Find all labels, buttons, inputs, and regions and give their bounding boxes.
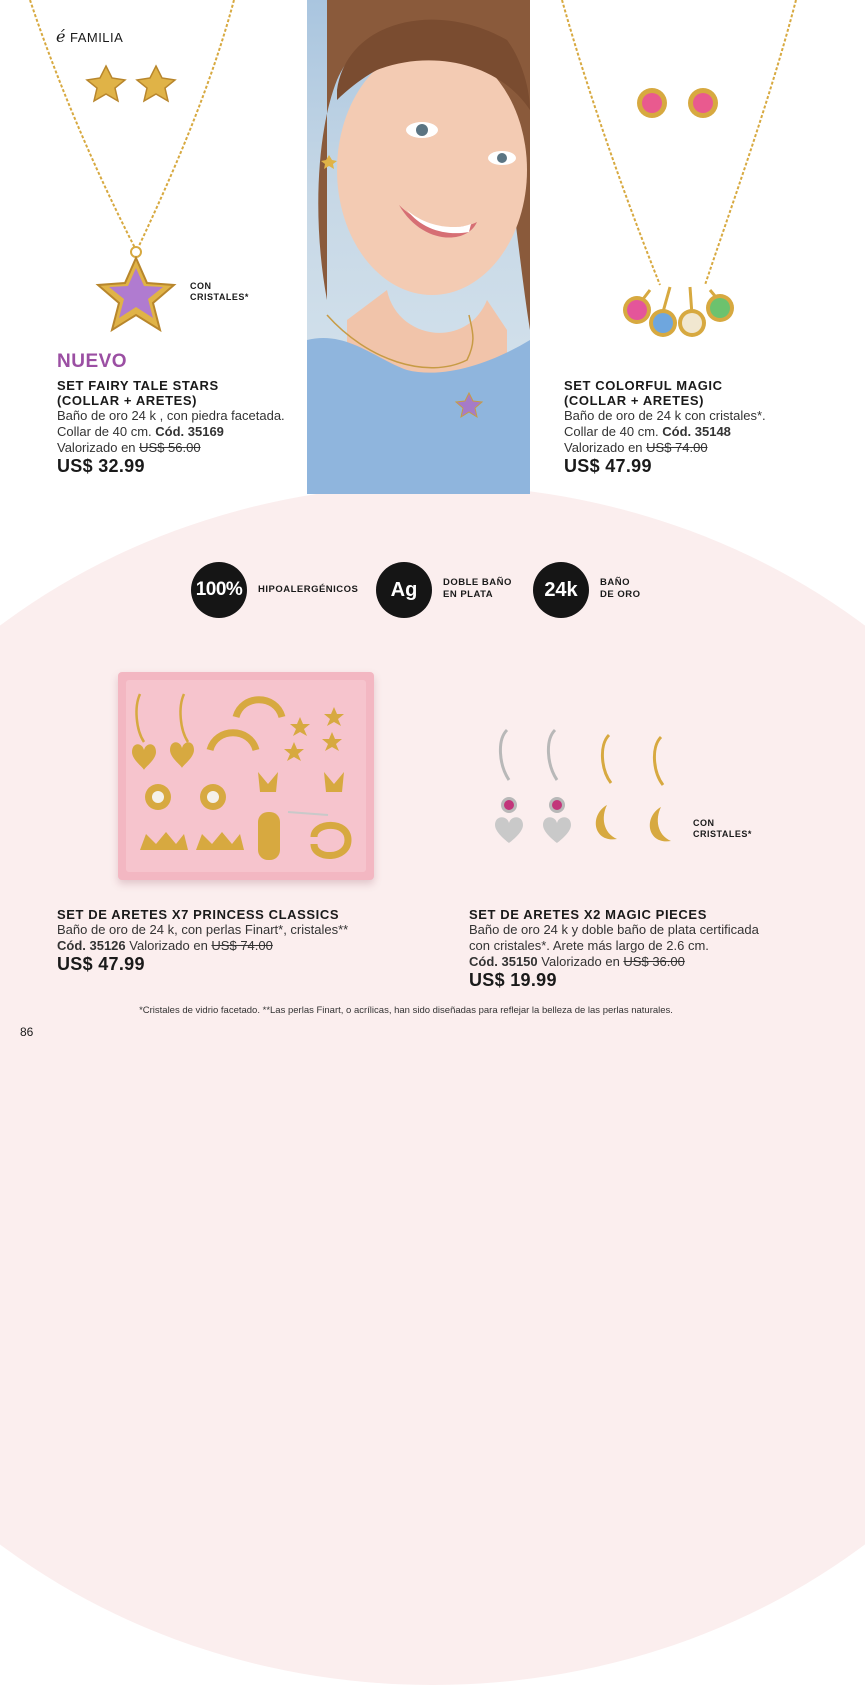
- magic-valued-price: US$ 36.00: [623, 954, 685, 969]
- girl-illustration: [307, 0, 530, 494]
- magic-product-info: [469, 907, 809, 991]
- princess-title: SET DE ARETES X7 PRINCESS CLASSICS: [57, 907, 340, 922]
- princess-code: Cód. 35126: [57, 938, 126, 953]
- magic-code: Cód. 35150: [469, 954, 538, 969]
- colorful-desc-line2: Collar de 40 cm. Cód. 35148: [564, 424, 731, 439]
- silver-plating-label: DOBLE BAÑO EN PLATA: [443, 577, 512, 600]
- magic-desc-line2: con cristales*. Arete más largo de 2.6 cm.: [469, 938, 709, 953]
- earrings-set-illustration: [118, 672, 374, 880]
- colorful-magic-image: [560, 0, 820, 360]
- fairy-desc-line1: Baño de oro 24 k , con piedra facetada.: [57, 408, 285, 423]
- colorful-desc-line1: Baño de oro de 24 k con cristales*.: [564, 408, 766, 423]
- fairy-valued-price: US$ 56.00: [139, 440, 201, 455]
- fairy-code: Cód. 35169: [155, 424, 224, 439]
- silver-plating-badge-icon: Ag: [376, 562, 432, 618]
- colorful-valued-price: US$ 74.00: [646, 440, 708, 455]
- princess-box-image: [118, 672, 374, 880]
- magic-title: SET DE ARETES X2 MAGIC PIECES: [469, 907, 707, 922]
- fairy-valued: Valorizado en US$ 56.00: [57, 440, 201, 455]
- girl-photo: [307, 0, 530, 494]
- princess-desc-line1: Baño de oro de 24 k, con perlas Finart*, cristales**: [57, 922, 349, 937]
- fairy-crystals-note: CON CRISTALES*: [190, 281, 249, 302]
- colorful-code: Cód. 35148: [662, 424, 731, 439]
- fairy-product-info: [57, 378, 307, 477]
- brand-logo: é: [56, 27, 66, 46]
- princess-valued-price: US$ 74.00: [211, 938, 273, 953]
- magic-crystals-note: CON CRISTALES*: [693, 818, 752, 839]
- hypoallergenic-label: HIPOALERGÉNICOS: [258, 584, 359, 595]
- new-badge: NUEVO: [57, 351, 128, 372]
- princess-product-info: [57, 907, 417, 975]
- magic-pieces-image: [485, 725, 685, 850]
- fairy-price: US$ 32.99: [57, 456, 145, 476]
- fairy-title-line2: (COLLAR + ARETES): [57, 393, 198, 408]
- colorful-price: US$ 47.99: [564, 456, 652, 476]
- footnote: *Cristales de vidrio facetado. **Las perlas Finart, o acrílicas, han sido diseñadas para reflejar la belleza de las perlas naturales.: [139, 1005, 673, 1016]
- magic-price: US$ 19.99: [469, 970, 557, 990]
- brand-name: FAMILIA: [69, 30, 124, 45]
- princess-desc-line2: Cód. 35126 Valorizado en US$ 74.00: [57, 938, 273, 953]
- pink-background-arc: [0, 485, 865, 1685]
- colorful-product-info: [564, 378, 824, 477]
- colorful-title-line1: SET COLORFUL MAGIC: [564, 378, 723, 393]
- gold-plating-badge-icon: 24k: [533, 562, 589, 618]
- magic-desc-line1: Baño de oro 24 k y doble baño de plata certificada: [469, 922, 759, 937]
- gold-plating-label: BAÑO DE ORO: [600, 577, 641, 600]
- page-number: 86: [20, 1025, 34, 1039]
- colorful-valued: Valorizado en US$ 74.00: [564, 440, 708, 455]
- princess-price: US$ 47.99: [57, 954, 145, 974]
- magic-desc-line3: Cód. 35150 Valorizado en US$ 36.00: [469, 954, 685, 969]
- fairy-title-line1: SET FAIRY TALE STARS: [57, 378, 219, 393]
- colorful-title-line2: (COLLAR + ARETES): [564, 393, 705, 408]
- fairy-desc-line2: Collar de 40 cm. Cód. 35169: [57, 424, 224, 439]
- hypoallergenic-badge-icon: 100%: [191, 562, 247, 618]
